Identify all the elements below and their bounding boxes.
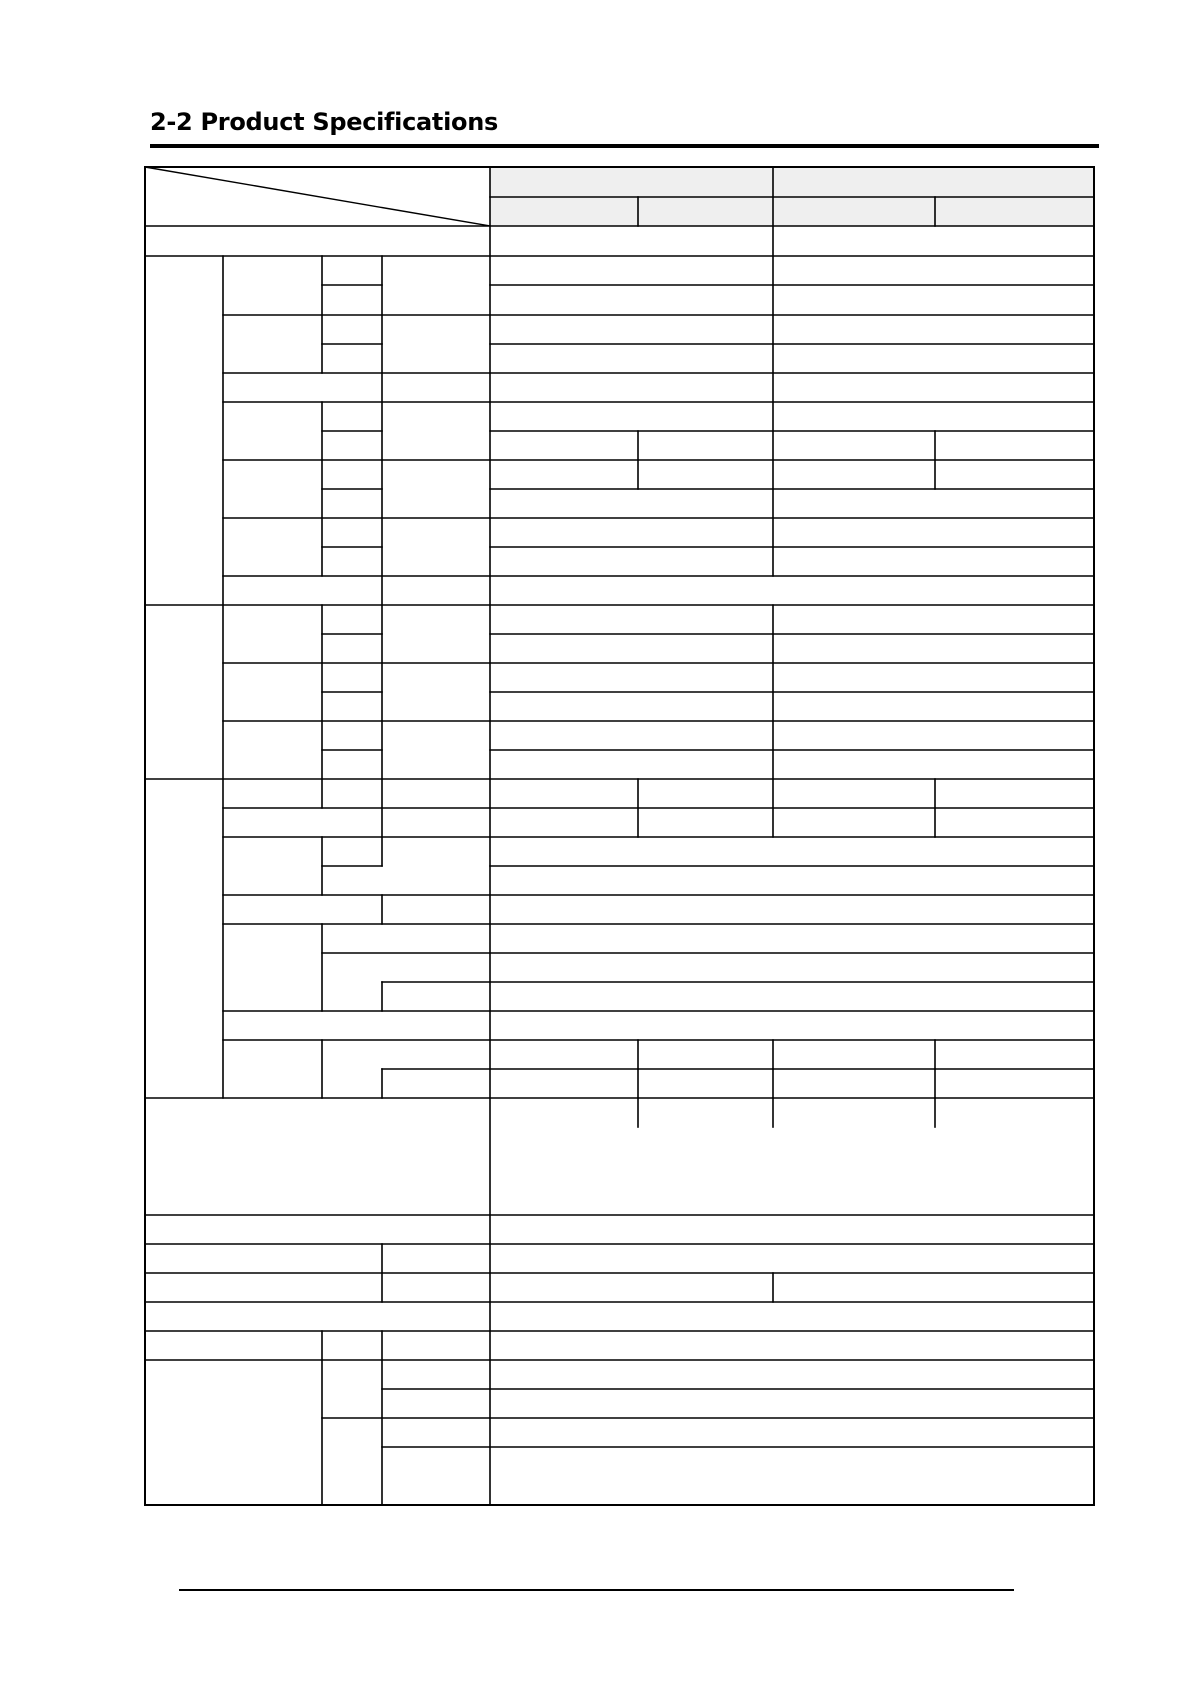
heading-underline	[150, 144, 1099, 148]
spec-table-gridlines	[145, 167, 1094, 1505]
section-heading: 2-2 Product Specifications	[150, 108, 498, 136]
header-shading	[490, 167, 1094, 226]
header-diagonal	[145, 167, 490, 226]
spec-table-header-fill	[490, 167, 1094, 226]
spec-table-border	[145, 167, 1094, 1505]
footer-rule	[179, 1589, 1014, 1591]
